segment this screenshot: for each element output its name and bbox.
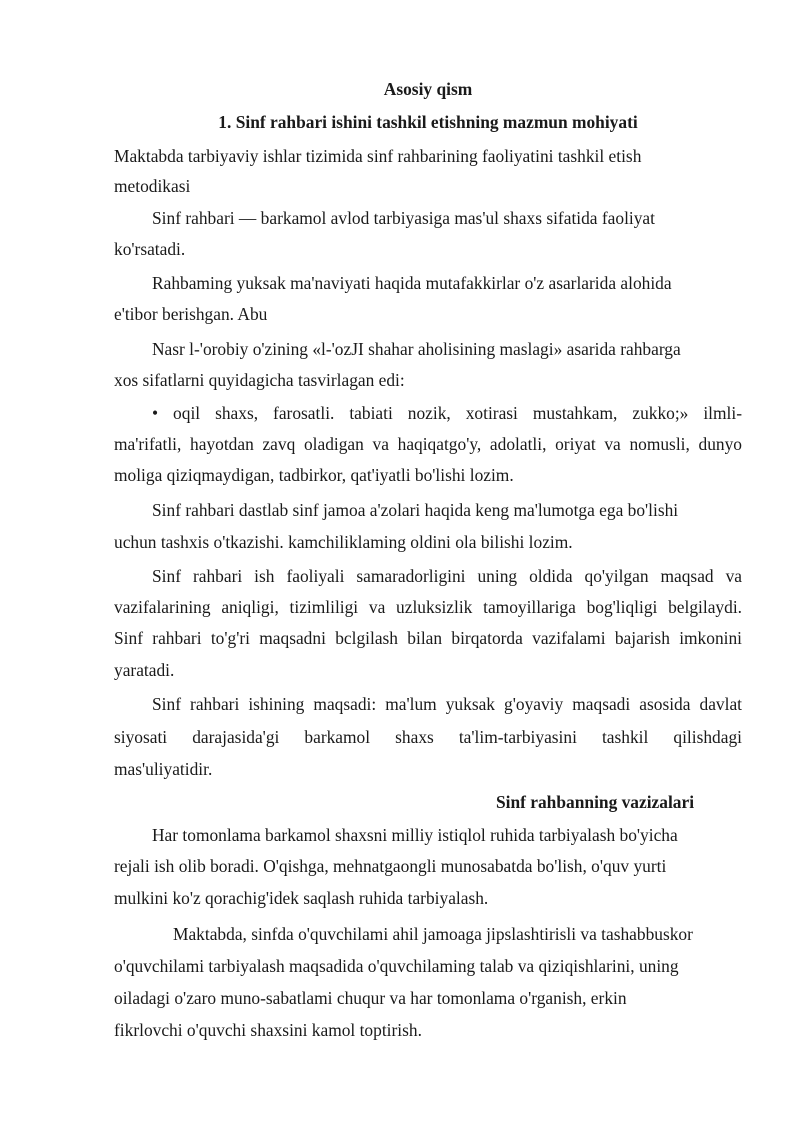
text-line: ma'rifatli, hayotdan zavq oladigan va haqiqatgo'y, adolatli, oriyat va nomusli, dunyo xyxy=(114,434,742,454)
text-line: Sinf rahbari ish faoliyali samaradorligini uning oldida qo'yilgan maqsad va xyxy=(152,566,742,586)
text-line: Har tomonlama barkamol shaxsni milliy istiqlol ruhida tarbiyalash bo'yicha xyxy=(152,825,678,845)
text-line: oiladagi o'zaro muno-sabatlami chuqur va har tomonlama o'rganish, erkin xyxy=(114,988,627,1008)
subsection-title: Sinf rahbanning vazizalari xyxy=(495,792,695,812)
text-line: Sinf rahbari ishining maqsadi: ma'lum yuksak g'oyaviy maqsadi asosida davlat xyxy=(152,694,742,714)
text-line: ko'rsatadi. xyxy=(114,239,186,259)
text-line: Maktabda, sinfda o'quvchilami ahil jamoaga jipslashtirisli va tashabbuskor xyxy=(173,924,693,944)
text-line: fikrlovchi o'quvchi shaxsini kamol toptirish. xyxy=(114,1020,422,1040)
bullet-line: • oqil shaxs, farosatli. tabiati nozik, xotirasi mustahkam, zukko;» ilmli- xyxy=(152,403,742,423)
text-line: uchun tashxis o'tkazishi. kamchiliklaming oldini ola bilishi lozim. xyxy=(114,532,573,552)
section-title: Asosiy qism xyxy=(383,79,473,99)
text-line: Sinf rahbari — barkamol avlod tarbiyasiga mas'ul shaxs sifatida faoliyat xyxy=(152,208,655,228)
text-line: yaratadi. xyxy=(114,660,175,680)
text-line: Maktabda tarbiyaviy ishlar tizimida sinf rahbarining faoliyatini tashkil etish xyxy=(114,146,642,166)
chapter-title: 1. Sinf rahbari ishini tashkil etishning mazmun mohiyati xyxy=(218,112,638,132)
text-line: Sinf rahbari dastlab sinf jamoa a'zolari haqida keng ma'lumotga ega bo'lishi xyxy=(152,500,679,520)
text-line: e'tibor berishgan. Abu xyxy=(114,304,268,324)
text-line: siyosati darajasida'gi barkamol shaxs ta'lim-tarbiyasini tashkil qilishdagi xyxy=(114,727,742,747)
text-line: xos sifatlarni quyidagicha tasvirlagan edi: xyxy=(114,370,405,390)
text-line: Nasr l-'orobiy o'zining «l-'ozJI shahar aholisining maslagi» asarida rahbarga xyxy=(152,339,681,359)
text-line: vazifalarining aniqligi, tizimliligi va uzluksizlik tamoyillariga bog'liqligi belgilaydi. xyxy=(114,597,742,617)
text-line: rejali ish olib boradi. O'qishga, mehnatgaongli munosabatda bo'lish, o'quv yurti xyxy=(114,856,667,876)
text-line: metodikasi xyxy=(114,176,191,196)
text-line: mulkini ko'z qorachig'idek saqlash ruhida tarbiyalash. xyxy=(114,888,489,908)
text-line: Sinf rahbari to'g'ri maqsadni bclgilash bilan birqatorda vazifalami bajarish imkonini xyxy=(114,628,742,648)
text-line: mas'uliyatidir. xyxy=(114,759,213,779)
text-line: o'quvchilami tarbiyalash maqsadida o'quvchilaming talab va qiziqishlarini, uning xyxy=(114,956,679,976)
text-line: Rahbaming yuksak ma'naviyati haqida mutafakkirlar o'z asarlarida alohida xyxy=(152,273,672,293)
text-line: moliga qiziqmaydigan, tadbirkor, qat'iyatli bo'lishi lozim. xyxy=(114,465,514,485)
